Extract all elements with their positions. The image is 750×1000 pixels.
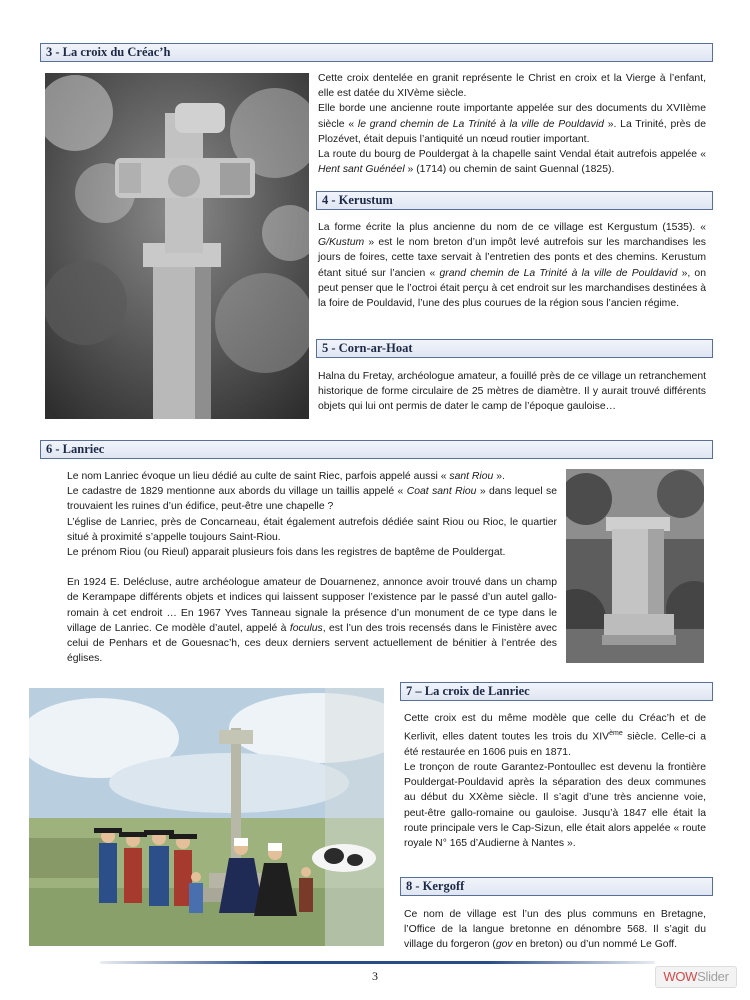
wowslider-watermark[interactable] [655,966,737,988]
section-7-paragraph: Le tronçon de route Garantez-Pontoullec est devenu la frontière Pouldergat-Pouldavid après la séparation des deux communes au début du XXème siècle. Il s’agit d’une très ancienne voie, peut-être gallo-romaine ou gauloise. Jusqu’à 1847 elle était la route principale vers le Cap-Sizun, elle était alors appelée « route royale N° 165 d’Audierne à Nantes ». [404,762,706,850]
section-3-paragraph: Cette croix dentelée en granit représente le Christ en croix et la Vierge à l’enfant, elle est datée du XIVème siècle. [318,73,706,100]
section-8-heading: 8 - Kergoff [400,877,713,896]
section-8-paragraph: Ce nom de village est l’un des plus communs en Bretagne, l’Office de la langue bretonne en dénombre 568. Il s’agit du village du forgeron (gov en breton) ou d’un nommé Le Goff. [404,909,706,951]
page-number: 3 [372,969,378,983]
section-3-paragraph: Elle borde une ancienne route importante appelée sur des documents du XVIIème siècle « le grand chemin de La Trinité à la ville de Pouldavid ». La Trinité, près de Plozévet, était depuis l’antiquité un nœud routier important. [318,103,706,145]
section-6-paragraph: L’église de Lanriec, près de Concarneau, était également autrefois dédiée saint Riou ou Rioc, le quartier situé à proximité s’appelle toujours Saint-Riou. [67,516,557,543]
section-7-text [404,711,706,851]
section-6-text [67,469,557,666]
autel-foculus-photo [566,469,704,663]
section-5-text [318,369,706,415]
section-3-text [318,71,706,177]
section-6-paragraph: En 1924 E. Delécluse, autre archéologue amateur de Douarnenez, annonce avoir trouvé dans un champ de Kerampape différents objets et indices qui laissent supposer l’existence par le passé d’un autel gallo-romain à cet endroit … En 1967 Yves Tanneau signale la présence d’un monument de ce type dans le village de Lanriec. Ce modèle d’autel, appelé à foculus, est l’un des trois recensés dans le Finistère avec celui de Penhars et de Gouesnac’h, ces deux derniers servent actuellement de bénitier à l’entrée des églises. [67,577,557,665]
section-6-paragraph: Le cadastre de 1829 mentionne aux abords du village un taillis appelé « Coat sant Riou » dans lequel se trouvaient les ruines d’un édifice, peut-être une chapelle ? [67,486,557,513]
section-8-text [404,907,706,953]
watermark-part-wow: WOW [663,969,698,984]
croix-du-creach-photo [45,73,309,419]
section-7-paragraph: Cette croix est du même modèle que celle du Créac’h et de Kerlivit, elles datent toutes les trois du XIVème siècle. Celle-ci a été restaurée en 1606 puis en 1871. [404,713,706,758]
section-3-paragraph: La route du bourg de Pouldergat à la chapelle saint Vendal était autrefois appelée « Hent sant Guénéel » (1714) ou chemin de saint Guennal (1825). [318,149,706,176]
croix-de-lanriec-painting [29,688,384,946]
section-6-paragraph: Le nom Lanriec évoque un lieu dédié au culte de saint Riec, parfois appelé aussi « sant Riou ». [67,471,505,482]
section-3-heading: 3 - La croix du Créac’h [40,43,713,62]
section-6-paragraph: Le prénom Riou (ou Rieul) apparait plusieurs fois dans les registres de baptême de Pouldergat. [67,547,506,559]
section-5-paragraph: Halna du Fretay, archéologue amateur, a fouillé près de ce village un retranchement historique de forme circulaire de 25 mètres de diamètre. Il y aurait trouvé différents objets qui lui ont permis de dater le camp de l’époque gauloise… [318,371,706,413]
section-7-heading: 7 – La croix de Lanriec [400,682,713,701]
section-5-heading: 5 - Corn-ar-Hoat [316,339,713,358]
section-4-paragraph: La forme écrite la plus ancienne du nom de ce village est Kergustum (1535). « G/Kustum » est le nom breton d’un impôt levé autrefois sur les marchandises les jours de foires, cette taxe servait à l’entretien des ponts et des chemins. Kerustum étant situé sur l’ancien « grand chemin de La Trinité à la ville de Pouldavid », on peut penser que le l’octroi était perçu à cet endroit sur les marchandises destinées à la foire de Pouldavid, l’une des plus courues de la région sous l’ancien régime. [318,222,706,310]
watermark-part-slider: Slider [697,969,729,984]
section-4-text [318,220,706,311]
footer-divider [100,961,655,964]
section-4-heading: 4 - Kerustum [316,191,713,210]
section-6-heading: 6 - Lanriec [40,440,713,459]
